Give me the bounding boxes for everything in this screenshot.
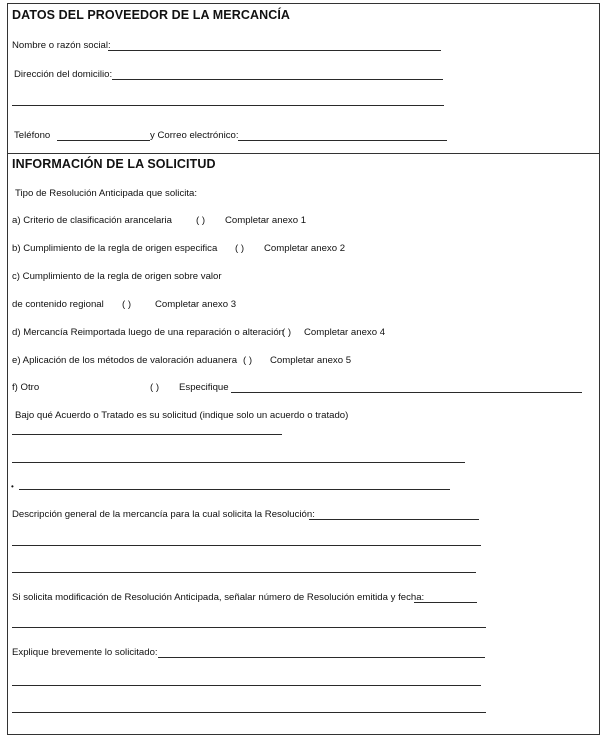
option-d-checkbox[interactable]: ( ) [282, 327, 292, 338]
option-f-specify-label: Especifique [179, 382, 229, 393]
phone-field[interactable] [57, 140, 150, 141]
description-prompt: Descripción general de la mercancía para la cual solicita la Resolución: [12, 509, 315, 520]
option-b-text: b) Cumplimiento de la regla de origen especifica [12, 243, 218, 254]
option-e-annex: Completar anexo 5 [270, 355, 352, 366]
description-field[interactable] [309, 519, 479, 520]
description-field-line-2[interactable] [12, 545, 481, 546]
agreement-field-line-2[interactable] [12, 462, 465, 463]
name-label: Nombre o razón social: [12, 40, 111, 51]
email-field[interactable] [238, 140, 447, 141]
provider-section-title: DATOS DEL PROVEEDOR DE LA MERCANCÍA [12, 8, 291, 22]
name-field[interactable] [108, 50, 441, 51]
description-field-line-3[interactable] [12, 572, 476, 573]
address-label: Dirección del domicilio: [14, 69, 113, 80]
option-b-annex: Completar anexo 2 [264, 243, 346, 254]
address-field[interactable] [112, 79, 443, 80]
agreement-prompt: Bajo qué Acuerdo o Tratado es su solicitud (indique solo un acuerdo o tratado) [15, 410, 349, 421]
type-prompt: Tipo de Resolución Anticipada que solicita: [15, 188, 198, 199]
option-c-annex: Completar anexo 3 [155, 299, 237, 310]
explain-field-line-2[interactable] [12, 685, 481, 686]
form-frame [7, 3, 600, 735]
explain-prompt: Explique brevemente lo solicitado: [12, 647, 158, 658]
option-f-text: f) Otro [12, 382, 40, 393]
option-a-checkbox[interactable]: ( ) [196, 215, 206, 226]
option-f-checkbox[interactable]: ( ) [150, 382, 160, 393]
option-f-specify-field[interactable] [231, 392, 582, 393]
email-label: y Correo electrónico: [150, 130, 239, 141]
modification-prompt: Si solicita modificación de Resolución Anticipada, señalar número de Resolución emitida y fecha: [12, 592, 425, 603]
phone-label: Teléfono [14, 130, 51, 141]
option-a-text: a) Criterio de clasificación arancelaria [12, 215, 172, 226]
modification-field[interactable] [414, 602, 477, 603]
option-d-text: d) Mercancía Reimportada luego de una reparación o alteración [12, 327, 284, 338]
agreement-field-line-3[interactable] [19, 489, 450, 490]
option-a-annex: Completar anexo 1 [225, 215, 307, 226]
agreement-field-line-1[interactable] [12, 434, 282, 435]
option-c-text-line-2: de contenido regional [12, 299, 104, 310]
section-divider [7, 153, 600, 154]
modification-field-line-2[interactable] [12, 627, 486, 628]
option-c-checkbox[interactable]: ( ) [122, 299, 132, 310]
option-e-text: e) Aplicación de los métodos de valoración aduanera [12, 355, 238, 366]
option-d-annex: Completar anexo 4 [304, 327, 386, 338]
explain-field[interactable] [158, 657, 485, 658]
request-section-title: INFORMACIÓN DE LA SOLICITUD [12, 157, 216, 171]
address-field-line-2[interactable] [12, 105, 444, 106]
explain-field-line-3[interactable] [12, 712, 486, 713]
option-b-checkbox[interactable]: ( ) [235, 243, 245, 254]
bullet: • [11, 482, 14, 491]
option-c-text-line-1: c) Cumplimiento de la regla de origen sobre valor [12, 271, 222, 282]
option-e-checkbox[interactable]: ( ) [243, 355, 253, 366]
